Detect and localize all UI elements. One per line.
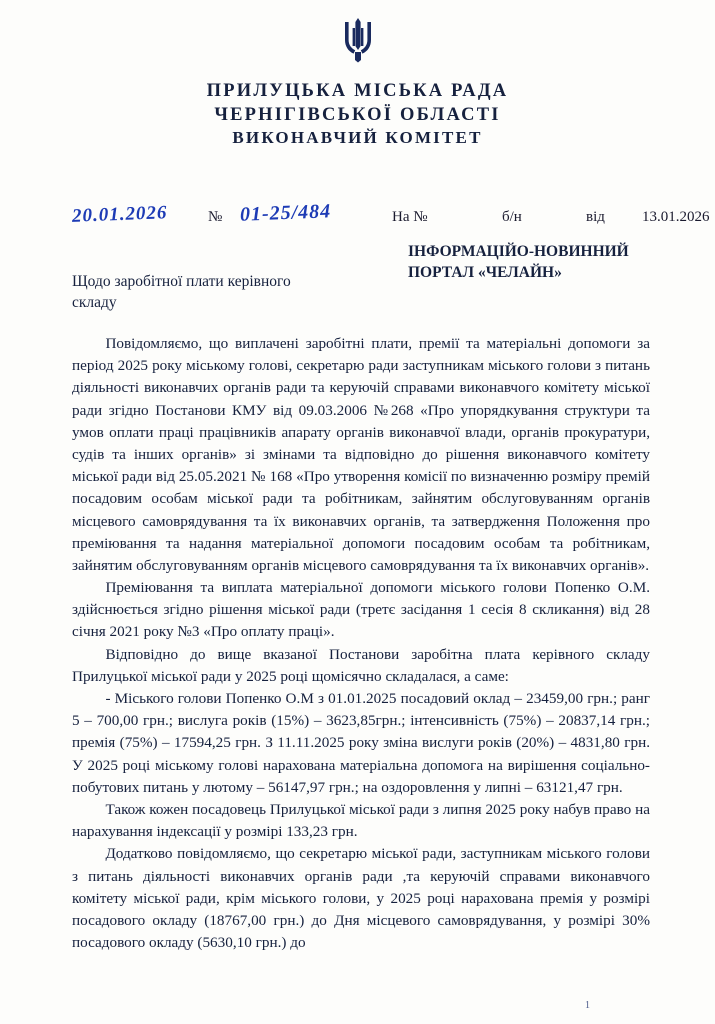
reference-from-label: від [586, 209, 605, 225]
reference-from-date: 13.01.2026 [642, 209, 710, 225]
body-paragraph: Відповідно до вище вказаної Постанови заробітна плата керівного складу Прилуцької міської ради у 2025 році щомісячно складалася, а саме: [72, 645, 650, 685]
body-paragraph: Також кожен посадовець Прилуцької міської ради з липня 2025 року набув право на нарахування індексації у розмірі 133,23 грн. [72, 800, 650, 841]
ukraine-trident-emblem [341, 16, 375, 64]
body-paragraph: Додатково повідомляємо, що секретарю міської ради, заступникам міського голови з питань діяльності виконавчих органів ради ,та керуючій справами виконавчого комітету міської ради, крім міського голови, у 2025 році нарахована премія у розмірі посадового окладу (18767,00 грн.) до Дня місцевого самоврядування, у розмірі 30% посадового окладу (5630,10 грн.) до [72, 845, 650, 952]
reference-date-handwritten: 20.01.2026 [71, 202, 168, 227]
reference-number-label: № [208, 209, 223, 225]
letterhead [0, 80, 715, 149]
subject-block [72, 271, 362, 314]
reply-to-value: б/н [502, 209, 522, 225]
reference-number-handwritten: 01-25/484 [239, 200, 332, 226]
body-paragraph: Преміювання та виплата матеріальної допомоги міського голови Попенко О.М. здійснюється згідно рішення міської ради (третє засідання 1 сесія 8 скликання) від 28 січня 2021 року №3 «Про оплату праці». [72, 579, 650, 641]
subject-line-2: складу [72, 294, 117, 312]
letterhead-line-2: ЧЕРНІГІВСЬКОЇ ОБЛАСТІ [214, 104, 501, 125]
addressee-line-1: ІНФОРМАЦІЙО-НОВИННИЙ [408, 243, 629, 260]
document-body [72, 333, 650, 954]
addressee-block [408, 242, 694, 284]
reply-to-label: На № [392, 209, 428, 225]
body-paragraph: Повідомляємо, що виплачені заробітні плати, премії та матеріальні допомоги за період 2025 року міському голові, секретарю ради заступникам міського голови з питань діяльності виконавчих органів ради та керуючій справами виконавчого комітету міської ради згідно Постанови КМУ від 09.03.2006 №268 «Про упорядкування структури та умов оплати праці працівників апарату органів виконавчої влади, органів прокуратури, судів та інших органів» зі змінами та відповідно до рішення виконавчого комітету міської ради від 25.05.2021 № 168 «Про утворення комісії по визначенню розміру премій посадовим особам міської ради та робітникам, зайнятим обслуговуванням органів місцевого самоврядування та їх виконавчих органів, та затвердження Положення про преміювання та надання матеріальної допомоги посадовим особам та робітникам, зайнятим обслуговуванням органів місцевого самоврядування та їх виконавчих органів». [72, 335, 650, 574]
body-paragraph: - Міського голови Попенко О.М з 01.01.2025 посадовий оклад – 23459,00 грн.; ранг 5 – 700,00 грн.; вислуга років (15%) – 3623,85грн.; інтенсивність (75%) – 20837,14 грн.; премія (75%) – 17594,25 грн. З 11.11.2025 року зміна вислуги років (20%) – 4831,80 грн. У 2025 році міському голові нарахована матеріальна допомога на вирішення соціально-побутових питань у лютому – 56147,97 грн.; на оздоровлення у липні – 63121,47 грн. [72, 690, 650, 796]
letterhead-line-3: ВИКОНАВЧИЙ КОМІТЕТ [232, 128, 483, 148]
subject-line-1: Щодо заробітної плати керівного [72, 273, 291, 290]
letterhead-line-1: ПРИЛУЦЬКА МІСЬКА РАДА [206, 81, 509, 101]
reference-line [71, 200, 710, 234]
page-footer-mark: 1 [585, 1000, 590, 1011]
addressee-line-2: ПОРТАЛ «ЧЕЛАЙН» [408, 263, 562, 281]
emblem-container [0, 16, 715, 64]
